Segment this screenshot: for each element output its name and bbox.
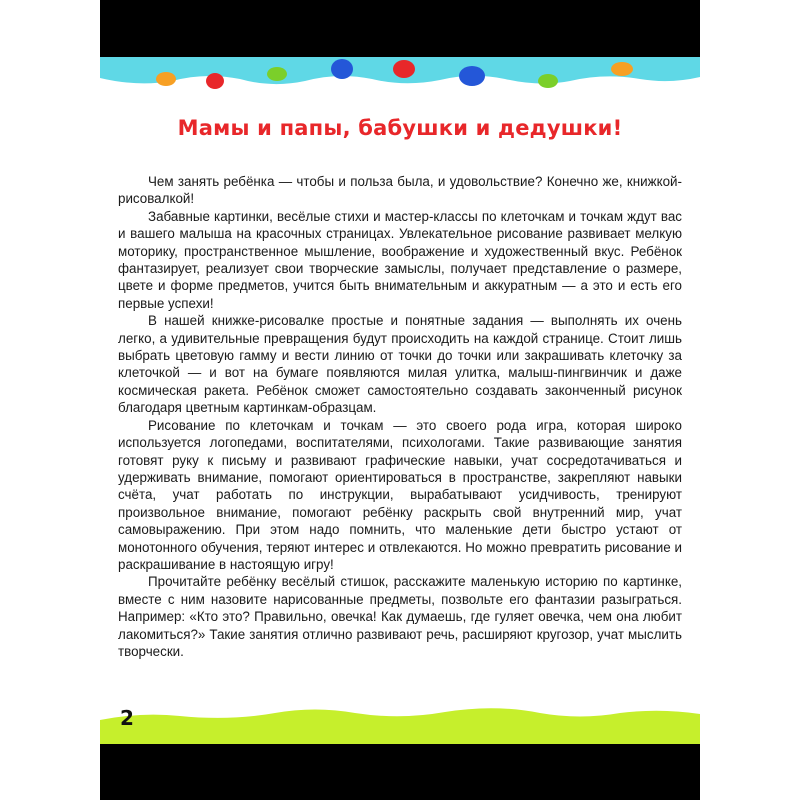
blue-blob-icon (459, 66, 485, 86)
green-blob-icon (267, 67, 287, 81)
red-blob-icon (393, 60, 415, 78)
top-decorative-band (100, 57, 700, 97)
bottom-black-border (100, 744, 700, 800)
paragraph: Чем занять ребёнка — чтобы и польза была, и удовольствие? Конечно же, книжкой-рисовалкой! (118, 174, 682, 207)
page-title: Мамы и папы, бабушки и дедушки! (177, 116, 623, 140)
orange-blob-icon (611, 62, 633, 76)
body-text (118, 173, 682, 660)
paragraph: В нашей книжке-рисовалке простые и понятные задания — выполнять их очень легко, а удивительные превращения будут происходить на каждой странице. Стоит лишь выбрать цветовую гамму и вести линию от точки до точки или закрашивать клеточку за клеточкой — и вот на бумаге появляются милая улитка, малыш-пингвинчик и даже космическая ракета. Ребёнок сможет самостоятельно создавать законченный рисунок благодаря цветным картинкам-образцам. (118, 313, 682, 416)
paragraph: Рисование по клеточкам и точкам — это своего рода игра, которая широко используется логопедами, воспитателями, психологами. Такие развивающие занятия готовят руку к письму и развивают графические навыки, учат сосредотачиваться и удерживать внимание, помогают ориентироваться в пространстве, закрепляют навыки счёта, учат работать по инструкции, вырабатывают усидчивость, тренируют произвольное внимание, помогают ребёнку раскрыть свой внутренний мир, учат самовыражению. При этом надо помнить, что маленькие дети быстро устают от монотонного обучения, теряют интерес и отвлекаются. Но можно превратить рисование и раскрашивание в настоящую игру! (118, 417, 682, 572)
red-blob-icon (206, 73, 224, 89)
top-black-border (100, 0, 700, 58)
paragraph: Забавные картинки, весёлые стихи и мастер-классы по клеточкам и точкам ждут вас и вашего малыша на красочных страницах. Увлекательное рисование развивает мелкую моторику, пространственное мышление, воображение и художественный вкус. Ребёнок фантазирует, реализует свои творческие замыслы, получает представление о размере, цвете и форме предметов, учится быть внимательным и аккуратным — а это и есть его первые успехи! (118, 208, 682, 311)
bottom-decorative-band (100, 700, 700, 746)
book-page (100, 0, 700, 800)
page-number: 2 (120, 706, 134, 730)
orange-blob-icon (156, 72, 176, 86)
blue-blob-icon (331, 59, 353, 79)
paragraph: Прочитайте ребёнку весёлый стишок, расскажите маленькую историю по картинке, вместе с ним назовите нарисованные предметы, позвольте его фантазии разыграться. Например: «Кто это? Правильно, овечка! Как думаешь, где гуляет овечка, чем она любит лакомиться?» Такие занятия отлично развивают речь, расширяют кругозор, учат мыслить творчески. (118, 574, 682, 659)
green-blob-icon (538, 74, 558, 88)
